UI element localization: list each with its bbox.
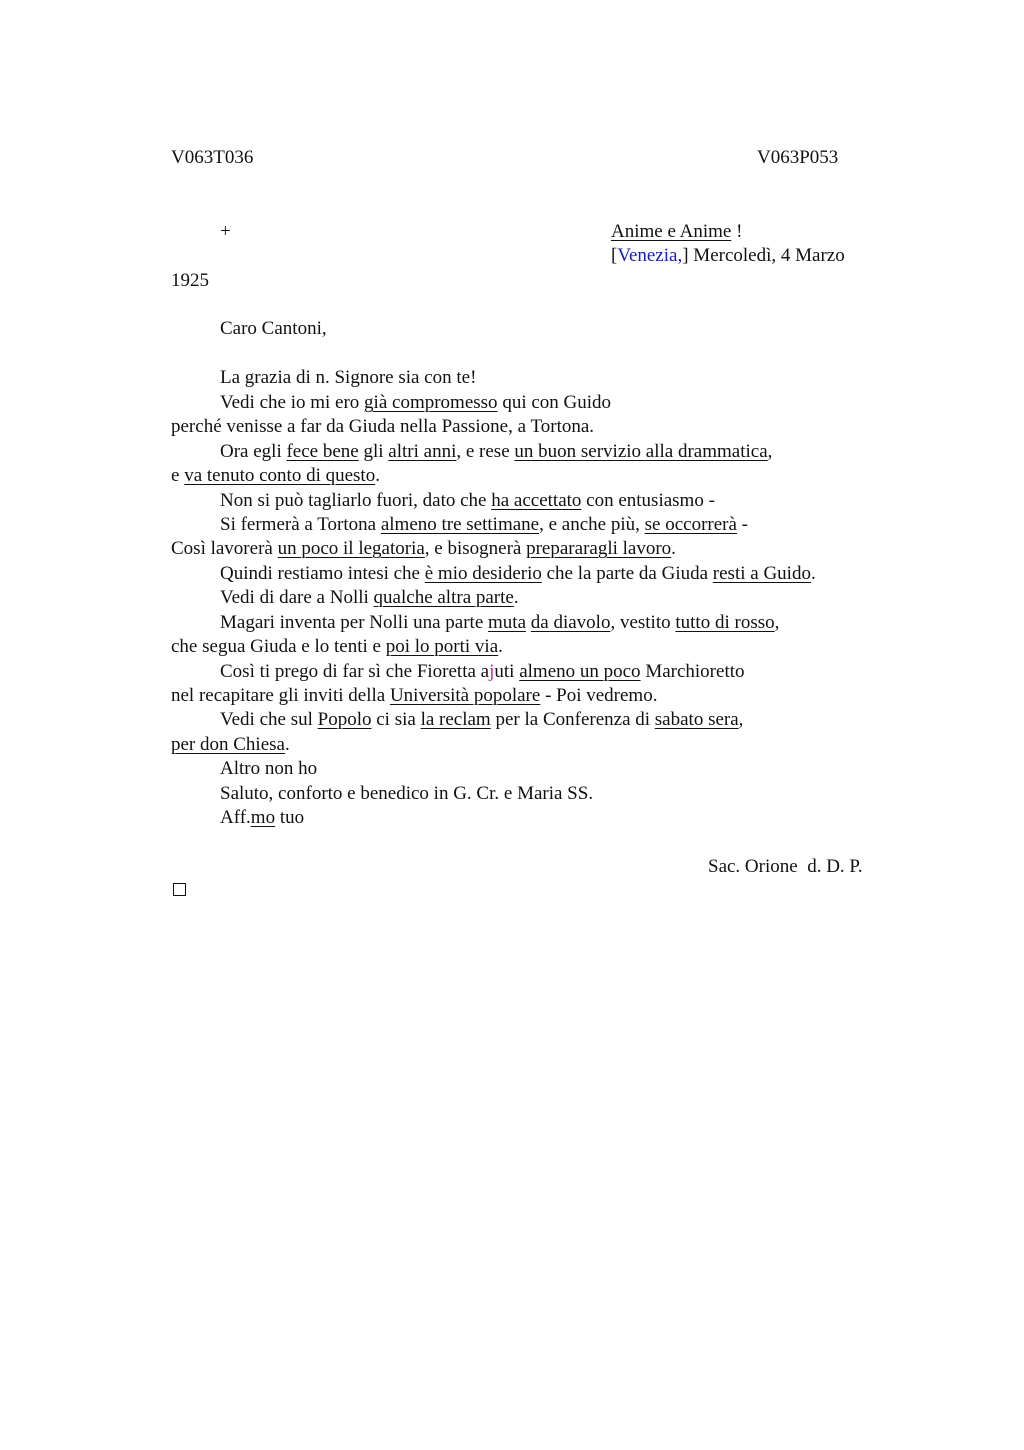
text-segment: , e rese bbox=[456, 441, 515, 462]
underlined-phrase: da diavolo bbox=[530, 612, 611, 633]
underlined-phrase: Università popolare bbox=[389, 685, 541, 706]
body-line-7 bbox=[220, 513, 748, 537]
underlined-phrase: fece bene bbox=[286, 441, 359, 462]
text-segment: Altro non ho bbox=[220, 758, 318, 779]
underlined-phrase: mo bbox=[250, 807, 276, 828]
underlined-phrase: tutto di rosso bbox=[675, 612, 775, 633]
motto-line bbox=[611, 220, 742, 244]
text-segment: che segua Giuda e lo tenti e bbox=[171, 636, 386, 657]
salutation: Caro Cantoni, bbox=[220, 318, 327, 339]
signature: Sac. Orione d. D. P. bbox=[708, 856, 863, 877]
body-line-16 bbox=[171, 733, 290, 757]
text-segment: Vedi di dare a Nolli bbox=[220, 587, 374, 608]
body-line-18 bbox=[220, 782, 593, 806]
text-segment: tuo bbox=[275, 807, 305, 828]
text-segment: e bbox=[171, 465, 185, 486]
underlined-phrase: resti a Guido bbox=[712, 563, 811, 584]
text-segment: Così ti prego di far sì che Fioretta a bbox=[220, 661, 490, 682]
text-segment: gli bbox=[358, 441, 389, 462]
text-segment: perché venisse a far da Giuda nella Passione, a Tortona. bbox=[171, 416, 595, 437]
text-segment: con entusiasmo - bbox=[581, 490, 715, 511]
document-code-left: V063T036 bbox=[171, 147, 254, 168]
text-segment: che la parte da Giuda bbox=[541, 563, 713, 584]
text-segment: uti bbox=[494, 661, 520, 682]
text-segment: per la Conferenza di bbox=[490, 709, 655, 730]
underlined-phrase: va tenuto conto di questo bbox=[184, 465, 376, 486]
highlighted-letter: j bbox=[489, 661, 495, 682]
text-segment: , e anche più, bbox=[539, 514, 645, 535]
text-segment: Magari inventa per Nolli una parte bbox=[220, 612, 489, 633]
dateline-date: ] Mercoledì, 4 Marzo bbox=[682, 245, 845, 266]
text-segment: . bbox=[810, 563, 816, 584]
text-segment: qui con Guido bbox=[497, 392, 612, 413]
cross-mark: + bbox=[220, 221, 231, 242]
body-line-8 bbox=[171, 537, 676, 561]
text-segment: La grazia di n. Signore sia con te! bbox=[220, 367, 477, 388]
motto-exclamation: ! bbox=[736, 221, 743, 242]
dateline-open-bracket: [ bbox=[611, 245, 618, 266]
dateline-year: 1925 bbox=[171, 270, 209, 291]
body-line-10 bbox=[220, 586, 519, 610]
underlined-phrase: per don Chiesa bbox=[171, 734, 285, 755]
text-segment: Così lavorerà bbox=[171, 538, 278, 559]
underlined-phrase: muta bbox=[488, 612, 527, 633]
dateline bbox=[611, 244, 845, 268]
text-segment: , vestito bbox=[610, 612, 676, 633]
body-line-6 bbox=[220, 489, 715, 513]
motto-text: Anime e Anime bbox=[611, 221, 732, 242]
text-segment: Aff. bbox=[220, 807, 251, 828]
body-line-3 bbox=[171, 415, 594, 439]
body-line-4 bbox=[220, 440, 772, 464]
text-segment: - bbox=[736, 514, 748, 535]
body-line-11 bbox=[220, 611, 779, 635]
text-segment: Non si può tagliarlo fuori, dato che bbox=[220, 490, 492, 511]
text-segment: . bbox=[513, 587, 519, 608]
underlined-phrase: prepararagli lavoro bbox=[526, 538, 672, 559]
text-segment: Saluto, conforto e benedico in G. Cr. e Maria SS. bbox=[220, 783, 594, 804]
underlined-phrase: sabato sera bbox=[654, 709, 739, 730]
text-segment: , bbox=[738, 709, 744, 730]
text-segment: . bbox=[375, 465, 380, 486]
text-segment: . bbox=[498, 636, 503, 657]
underlined-phrase: poi lo porti via bbox=[385, 636, 499, 657]
underlined-phrase: almeno tre settimane bbox=[380, 514, 540, 535]
body-line-1 bbox=[220, 366, 476, 390]
text-segment: ci sia bbox=[371, 709, 421, 730]
text-segment: Vedi che sul bbox=[220, 709, 318, 730]
end-square-icon bbox=[173, 883, 186, 896]
text-segment: Marchioretto bbox=[640, 661, 745, 682]
underlined-phrase: qualche altra parte bbox=[373, 587, 514, 608]
underlined-phrase: un poco il legatoria bbox=[277, 538, 425, 559]
body-line-5 bbox=[171, 464, 380, 488]
text-segment: Vedi che io mi ero bbox=[220, 392, 365, 413]
body-line-14 bbox=[171, 684, 657, 708]
text-segment: - Poi vedremo. bbox=[540, 685, 658, 706]
body-line-13 bbox=[220, 660, 745, 684]
body-line-9 bbox=[220, 562, 816, 586]
body-line-15 bbox=[220, 708, 743, 732]
text-segment: Quindi restiamo intesi che bbox=[220, 563, 425, 584]
closing-line bbox=[220, 806, 304, 830]
underlined-phrase: altri anni bbox=[388, 441, 457, 462]
text-segment: Ora egli bbox=[220, 441, 287, 462]
body-line-12 bbox=[171, 635, 503, 659]
underlined-phrase: un buon servizio alla drammatica bbox=[514, 441, 768, 462]
text-segment: Si fermerà a Tortona bbox=[220, 514, 381, 535]
text-segment: , bbox=[774, 612, 780, 633]
underlined-phrase: è mio desiderio bbox=[424, 563, 542, 584]
underlined-phrase: già compromesso bbox=[364, 392, 498, 413]
text-segment: . bbox=[284, 734, 290, 755]
text-segment: . bbox=[671, 538, 676, 559]
body-line-17 bbox=[220, 757, 317, 781]
underlined-phrase: Popolo bbox=[317, 709, 372, 730]
underlined-phrase: ha accettato bbox=[491, 490, 582, 511]
underlined-phrase: se occorrerà bbox=[644, 514, 737, 535]
underlined-phrase: almeno un poco bbox=[519, 661, 641, 682]
body-line-2 bbox=[220, 391, 611, 415]
text-segment: nel recapitare gli inviti della bbox=[171, 685, 390, 706]
text-segment: , bbox=[767, 441, 773, 462]
underlined-phrase: la reclam bbox=[420, 709, 491, 730]
document-code-right: V063P053 bbox=[757, 147, 839, 168]
text-segment: , e bisognerà bbox=[424, 538, 527, 559]
dateline-place: Venezia, bbox=[617, 245, 683, 266]
